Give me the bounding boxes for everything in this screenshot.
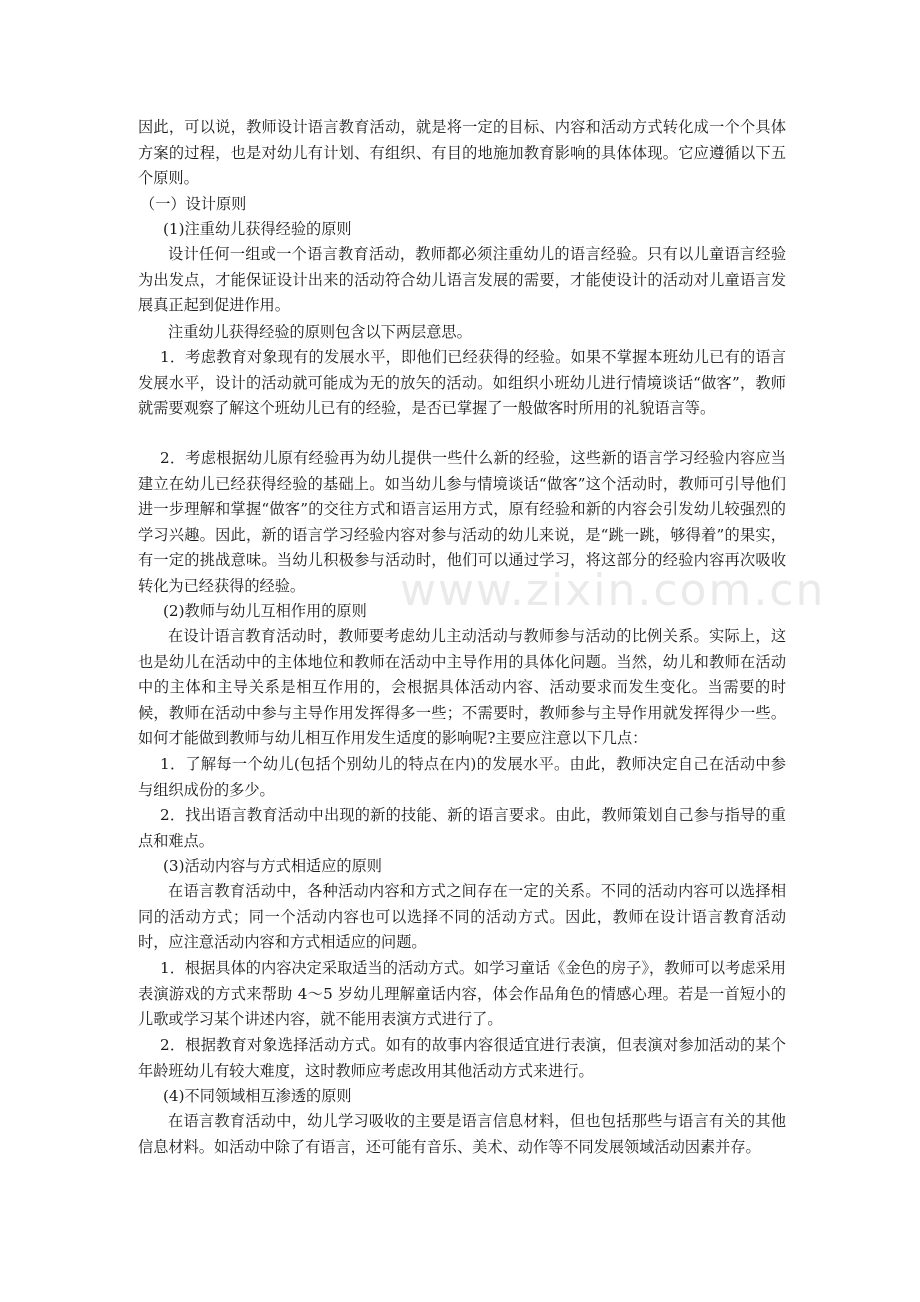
- principle-heading-3: (3)活动内容与方式相适应的原则: [163, 857, 382, 875]
- paragraph: 在语言教育活动中，幼儿学习吸收的主要是语言信息材料，但也包括那些与语言有关的其他信息材料。如活动中除了有语言，还可能有音乐、美术、动作等不同发展领域活动因素并存。: [138, 1112, 786, 1156]
- principle-heading-4: (4)不同领域相互渗透的原则: [163, 1087, 352, 1105]
- list-item: 1．了解每一个幼儿(包括个别幼儿的特点在内)的发展水平。由此，教师决定自己在活动中参与组织成份的多少。: [138, 755, 786, 799]
- paragraph: 在语言教育活动中，各种活动内容和方式之间存在一定的关系。不同的活动内容可以选择相同的活动方式；同一个活动内容也可以选择不同的活动方式。因此，教师在设计语言教育活动时，应注意活动内容和方式相适应的问题。: [138, 882, 786, 952]
- list-item: 2．找出语言教育活动中出现的新的技能、新的语言要求。由此，教师策划自己参与指导的重点和难点。: [138, 806, 786, 850]
- paragraph: 注重幼儿获得经验的原则包含以下两层意思。: [168, 323, 472, 341]
- principle-heading-2: (2)教师与幼儿互相作用的原则: [163, 602, 367, 620]
- list-item: 2．根据教育对象选择活动方式。如有的故事内容很适宜进行表演，但表演对参加活动的某个年龄班幼儿有较大难度，这时教师应考虑改用其他活动方式来进行。: [138, 1036, 786, 1080]
- section-heading: （一）设计原则: [140, 195, 247, 213]
- list-item: 1．根据具体的内容决定采取适当的活动方式。如学习童话《金色的房子》，教师可以考虑采用表演游戏的方式来帮助 4～5 岁幼儿理解童话内容，体会作品角色的情感心理。若是一首短小的儿歌或学习某个讲述内容，就不能用表演方式进行了。: [138, 959, 786, 1029]
- list-item: 1．考虑教育对象现有的发展水平，即他们已经获得的经验。如果不掌握本班幼儿已有的语言发展水平，设计的活动就可能成为无的放矢的活动。如组织小班幼儿进行情境谈话“做客”，教师就需要观察了解这个班幼儿已有的经验，是否已掌握了一般做客时所用的礼貌语言等。: [138, 348, 786, 418]
- paragraph: 在设计语言教育活动时，教师要考虑幼儿主动活动与教师参与活动的比例关系。实际上，这也是幼儿在活动中的主体地位和教师在活动中主导作用的具体化问题。当然，幼儿和教师在活动中的主体和主导关系是相互作用的，会根据具体活动内容、活动要求而发生变化。当需要的时候，教师在活动中参与主导作用发挥得多一些；不需要时，教师参与主导作用就发挥得少一些。如何才能做到教师与幼儿相互作用发生适度的影响呢?主要应注意以下几点：: [138, 627, 786, 748]
- principle-heading-1: (1)注重幼儿获得经验的原则: [163, 220, 352, 238]
- intro-paragraph: 因此，可以说，教师设计语言教育活动，就是将一定的目标、内容和活动方式转化成一个个具体方案的过程，也是对幼儿有计划、有组织、有目的地施加教育影响的具体体现。它应遵循以下五个原则。: [138, 118, 786, 188]
- watermark: www.zixin.com.cn: [400, 565, 826, 616]
- list-item: 2．考虑根据幼儿原有经验再为幼儿提供一些什么新的经验，这些新的语言学习经验内容应当建立在幼儿已经获得经验的基础上。如当幼儿参与情境谈话“做客”这个活动时，教师可引导他们进一步理解和掌握“做客”的交往方式和语言运用方式，原有经验和新的内容会引发幼儿较强烈的学习兴趣。因此，新的语言学习经验内容对参与活动的幼儿来说，是“跳一跳，够得着”的果实，有一定的挑战意味。当幼儿积极参与活动时，他们可以通过学习，将这部分的经验内容再次吸收转化为已经获得的经验。: [138, 449, 786, 595]
- paragraph: 设计任何一组或一个语言教育活动，教师都必须注重幼儿的语言经验。只有以儿童语言经验为出发点，才能保证设计出来的活动符合幼儿语言发展的需要，才能使设计的活动对儿童语言发展真正起到促进作用。: [138, 245, 786, 315]
